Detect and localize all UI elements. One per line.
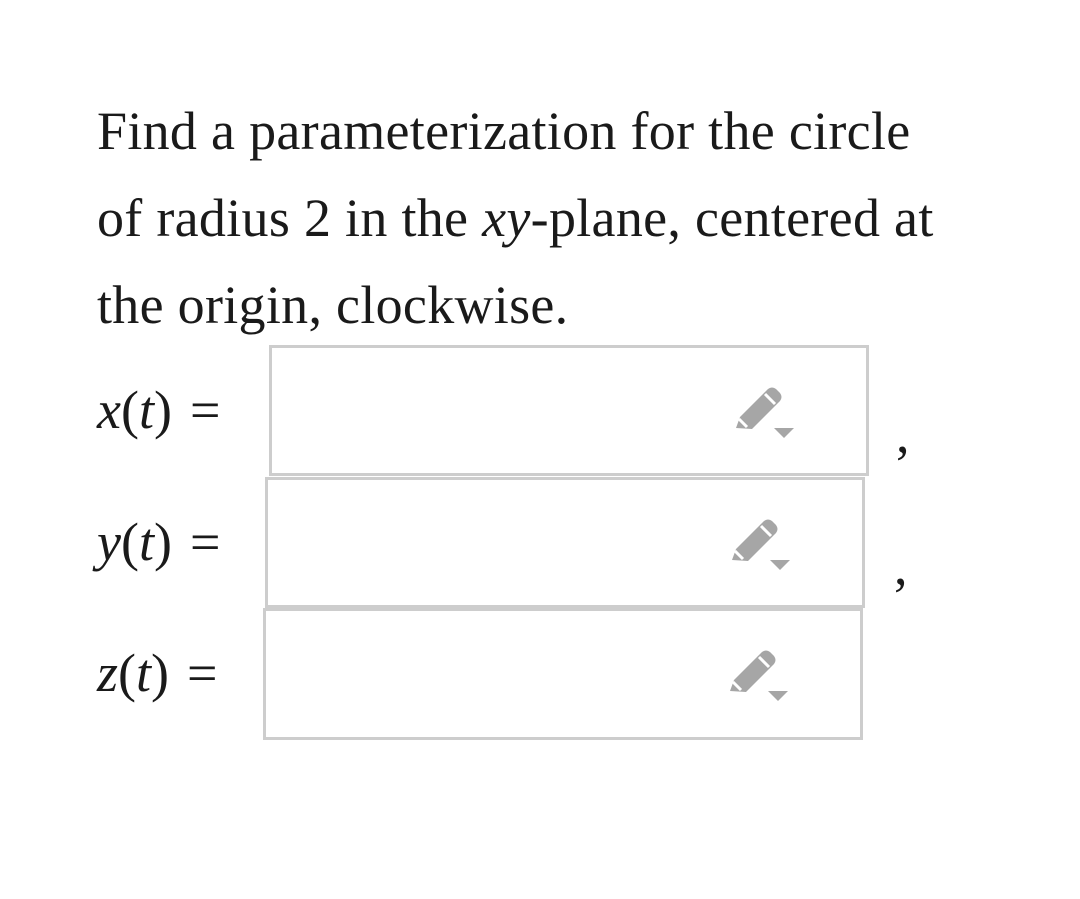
equals-sign: = [187,643,218,703]
parameter-name: t [136,643,152,703]
answer-row-x [0,345,1080,475]
paren-open: ( [120,380,139,440]
trailing-comma: , [896,404,910,464]
equals-sign: = [189,380,221,440]
pencil-dropdown-icon[interactable] [726,516,796,574]
question-part-2: -plane, centered at the origin, clockwise. [97,188,934,335]
pencil-dropdown-icon[interactable] [730,384,800,442]
parameter-name: t [138,380,154,440]
answer-row-y [0,477,1080,607]
answer-label-y [97,507,220,577]
paren-open: ( [118,643,136,703]
trailing-comma: , [894,536,908,596]
pencil-dropdown-icon[interactable] [724,647,794,705]
answer-box-z[interactable] [263,608,863,740]
answer-row-z [0,608,1080,738]
question-math-xy: xy [482,188,531,248]
equals-sign: = [189,512,221,572]
variable-name: z [97,643,119,703]
answer-label-x [97,375,220,445]
variable-name: x [97,380,121,440]
paren-close: ) [151,643,169,703]
parameter-name: t [138,512,154,572]
answer-label-z [97,638,217,708]
variable-name: y [97,512,121,572]
answer-box-x[interactable] [269,345,869,476]
paren-open: ( [120,512,139,572]
question-text [97,88,937,349]
paren-close: ) [153,512,172,572]
paren-close: ) [153,380,172,440]
question-part-1: Find a parameterization for the circle of radius 2 in the [97,101,911,248]
answer-box-y[interactable] [265,477,865,608]
